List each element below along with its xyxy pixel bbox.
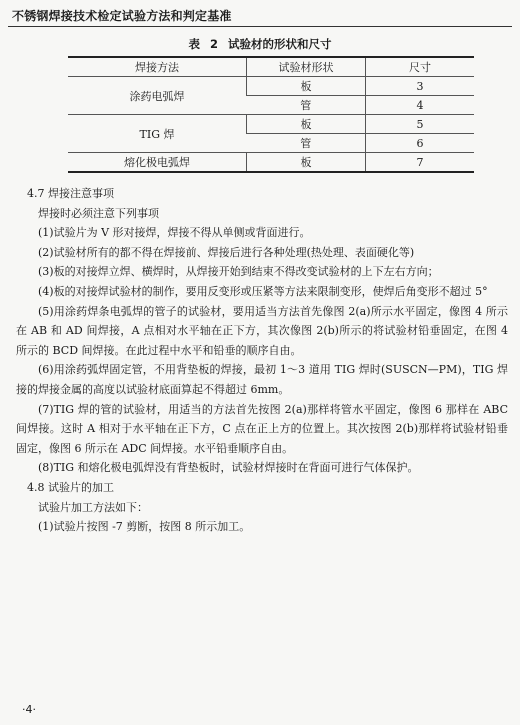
body-text <box>16 184 508 537</box>
size-cell: 6 <box>366 134 475 153</box>
running-header: 不锈钢焊接技术检定试验方法和判定基准 <box>12 9 232 23</box>
paragraph-item-8: (8)TIG 和熔化极电弧焊没有背垫板时，试验材焊接时在背面可进行气体保护。 <box>38 461 419 475</box>
paragraph-processing-intro: 试验片加工方法如下： <box>38 500 148 514</box>
table-header-row <box>68 57 474 77</box>
shape-cell: 管 <box>247 96 366 115</box>
paragraph-item-7: (7)TIG 焊的管的试验材，用适当的方法首先按图 2(a)那样将管水平固定，像图 6 那样在 ABC 间焊接。这时 A 相对于水平轴在正下方，C 点在正上方的位置上。其次按图 2(b)那样将试验材铅垂固定，像图 6 所示在 ADC 间焊接。水平铅垂顺序自由。 <box>16 402 508 455</box>
size-cell: 3 <box>366 77 475 96</box>
table-row <box>68 115 474 134</box>
table-row <box>68 153 474 173</box>
paragraph-item-6: (6)用涂药弧焊固定管，不用背垫板的焊接，最初 1～3 道用 TIG 焊时(SUSCN—PM)，TIG 焊接的焊接金属的高度以试验材底面算起不得超过 6mm。 <box>16 363 508 396</box>
paragraph-intro: 焊接时必须注意下列事项 <box>38 206 159 220</box>
size-cell: 7 <box>366 153 475 173</box>
paragraph-item-3: (3)板的对接焊立焊、横焊时，从焊接开始到结束不得改变试验材的上下左右方向； <box>38 265 439 279</box>
page-number: ·4· <box>22 703 36 716</box>
table-caption: 表 2 试验材的形状和尺寸 <box>188 37 332 51</box>
shape-cell: 管 <box>247 134 366 153</box>
paragraph-item-2: (2)试验材所有的都不得在焊接前、焊接后进行各种处理(热处理、表面硬化等) <box>38 245 415 259</box>
header-rule <box>8 26 512 27</box>
method-cell: 熔化极电弧焊 <box>68 153 247 173</box>
paragraph-item-5: (5)用涂药焊条电弧焊的管子的试验材，要用适当方法首先像图 2(a)所示水平固定，像图 4 所示在 AB 和 AD 间焊接，A 点相对水平轴在正下方，其次像图 2(b)所示的将试验材铅垂固定，在图 4 所示的 BCD 间焊接。在此过程中水平和铅垂的顺序自由。 <box>16 304 508 357</box>
method-cell: 涂药电弧焊 <box>68 77 247 115</box>
section-heading-4-7: 4.7 焊接注意事项 <box>27 187 114 200</box>
method-cell: TIG 焊 <box>68 115 247 153</box>
paragraph-item-4: (4)板的对接焊试验材的制作，要用反变形或压紧等方法来限制变形，使焊后角变形不超过 5° <box>38 284 488 298</box>
specimen-table <box>68 56 474 173</box>
paragraph-processing-item-1: (1)试验片按图 -7 剪断，按图 8 所示加工。 <box>38 520 251 534</box>
section-heading-4-8: 4.8 试验片的加工 <box>27 480 114 494</box>
column-header-shape: 试验材形状 <box>247 57 366 77</box>
column-header-method: 焊接方法 <box>68 57 247 77</box>
shape-cell: 板 <box>247 153 366 173</box>
shape-cell: 板 <box>247 115 366 134</box>
column-header-size: 尺寸 <box>366 57 475 77</box>
paragraph-item-1: (1)试验片为 V 形对接焊，焊接不得从单侧或背面进行。 <box>38 226 311 240</box>
size-cell: 5 <box>366 115 475 134</box>
shape-cell: 板 <box>247 77 366 96</box>
table-row <box>68 77 474 96</box>
size-cell: 4 <box>366 96 475 115</box>
